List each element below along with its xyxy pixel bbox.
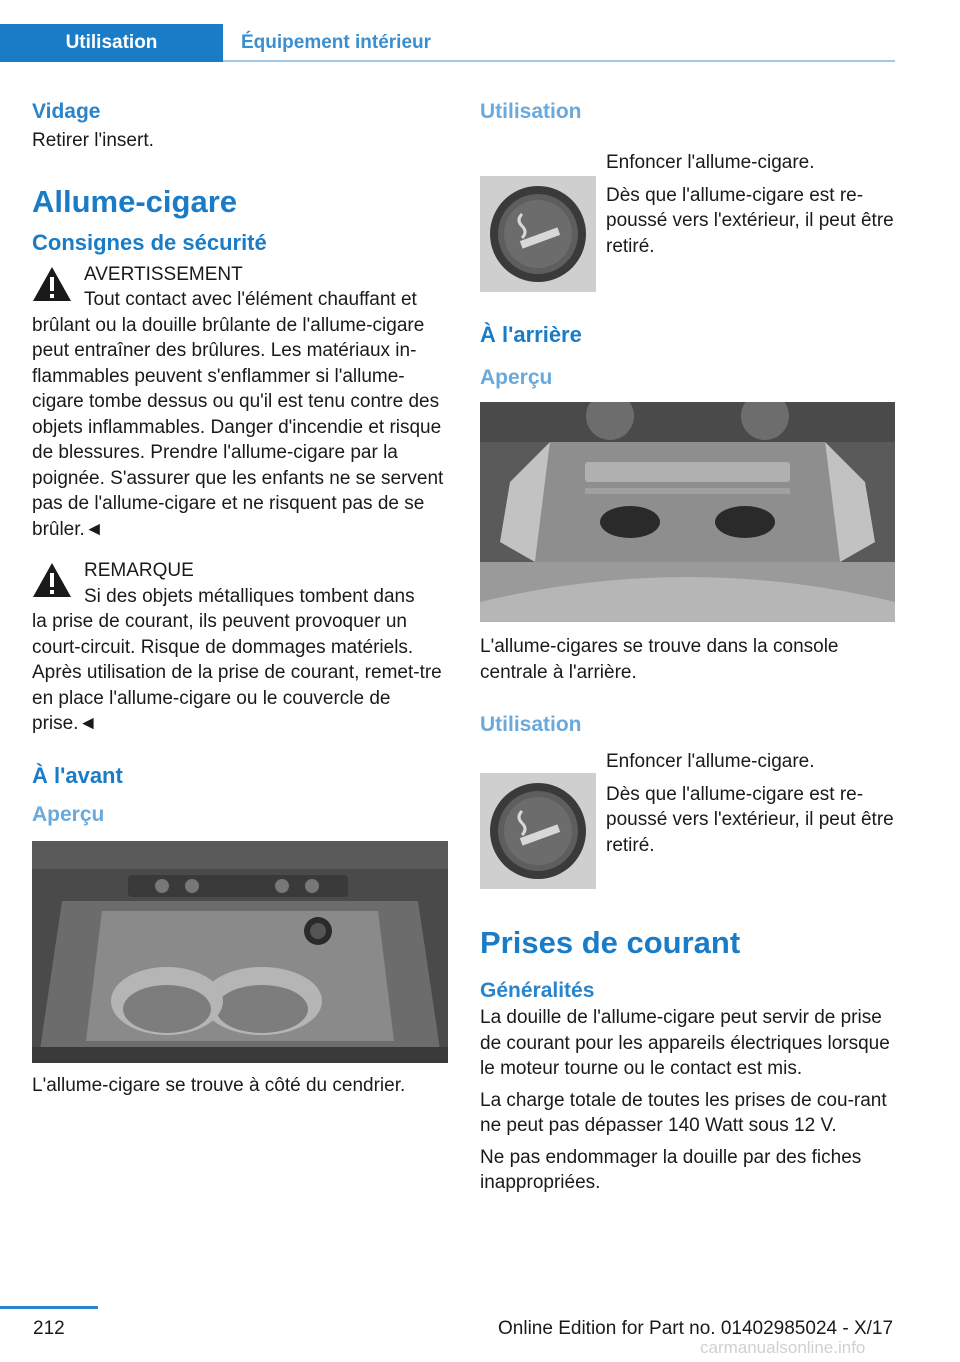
cigarette-lighter-photo — [480, 176, 596, 292]
notice-body: la prise de courant, ils peuvent provoquer un court-circuit. Risque de dommages matériels. Après utilisation de la prise de courant, remet-tre en place l'allume-cigare ou le couvercle de prise.◄ — [32, 611, 442, 734]
warning-triangle-icon — [32, 562, 72, 598]
usage-title: Utilisation — [480, 100, 582, 123]
rear-overview-title: Aperçu — [480, 366, 553, 389]
header-divider — [223, 60, 895, 62]
notice-first-line: Si des objets métalliques tombent dans — [84, 585, 415, 607]
tab-utilisation[interactable]: Utilisation — [0, 24, 223, 62]
warning-body: brûlant ou la douille brûlante de l'allume-cigare peut entraîner des brûlures. Les matériaux in-flammables peuvent s'enflammer si l'allume-cigare tombe dessus ou qu'il est tenu contre des objets inflammables. Danger d'incendie et risque de blessures. Prendre l'allume-cigare par la poignée. S'assurer que les enfants ne se servent pas de l'allume-cigare et ne risquent pas de se brûler.◄ — [32, 314, 444, 540]
usage-step-2: Dès que l'allume-cigare est re-poussé vers l'extérieur, il peut être retiré. — [606, 184, 894, 257]
general-paragraph-3: Ne pas endommager la douille par des fiches inappropriées. — [480, 1146, 862, 1193]
front-overview-title: Aperçu — [32, 802, 105, 826]
tab-equipement-interieur[interactable]: Équipement intérieur — [241, 32, 432, 53]
warning-label: AVERTISSEMENT — [84, 263, 243, 285]
warning-first-line: Tout contact avec l'élément chauffant et — [84, 289, 417, 310]
page-number: 212 — [33, 1318, 65, 1339]
usage-rear-step-1: Enfoncer l'allume-cigare. — [606, 751, 815, 772]
front-title: À l'avant — [32, 762, 123, 788]
notice-label: REMARQUE — [84, 560, 194, 581]
warning-block — [32, 262, 448, 543]
front-caption: L'allume-cigare se trouve à côté du cendrier. — [32, 1074, 406, 1096]
section-vidage-title: Vidage — [32, 100, 101, 123]
usage-step-1: Enfoncer l'allume-cigare. — [606, 152, 815, 173]
watermark: carmanualsonline.info — [700, 1338, 866, 1357]
general-title: Généralités — [480, 979, 595, 1002]
general-paragraph-1: La douille de l'allume-cigare peut servir de prise de courant pour les appareils électriques lorsque le moteur tourne ou le contact est mis. — [480, 1007, 890, 1079]
front-console-photo — [32, 841, 448, 1063]
cigarette-lighter-rear-photo — [480, 773, 596, 889]
usage-block — [480, 106, 896, 292]
usage-rear-block — [480, 719, 896, 889]
page-header — [0, 0, 895, 62]
rear-caption: L'allume-cigares se trouve dans la console centrale à l'arrière. — [480, 636, 839, 683]
edition-info: Online Edition for Part no. 01402985024 - X/17 — [498, 1318, 894, 1339]
usage-rear-title: Utilisation — [480, 713, 582, 736]
usage-rear-step-2: Dès que l'allume-cigare est re-poussé vers l'extérieur, il peut être retiré. — [606, 783, 894, 856]
vidage-text: Retirer l'insert. — [32, 130, 154, 151]
notice-block — [32, 558, 448, 737]
footer-divider — [0, 1306, 98, 1309]
outlets-title: Prises de courant — [480, 925, 741, 960]
rear-title: À l'arrière — [480, 322, 582, 347]
page-title: Allume-cigare — [32, 183, 238, 219]
left-column — [32, 100, 448, 1104]
right-column — [480, 100, 896, 1202]
warning-triangle-icon — [32, 266, 72, 302]
rear-console-photo — [480, 402, 895, 622]
general-paragraph-2: La charge totale de toutes les prises de cou-rant ne peut pas dépasser 140 Watt sous 12 V. — [480, 1089, 887, 1136]
safety-title: Consignes de sécurité — [32, 229, 267, 255]
